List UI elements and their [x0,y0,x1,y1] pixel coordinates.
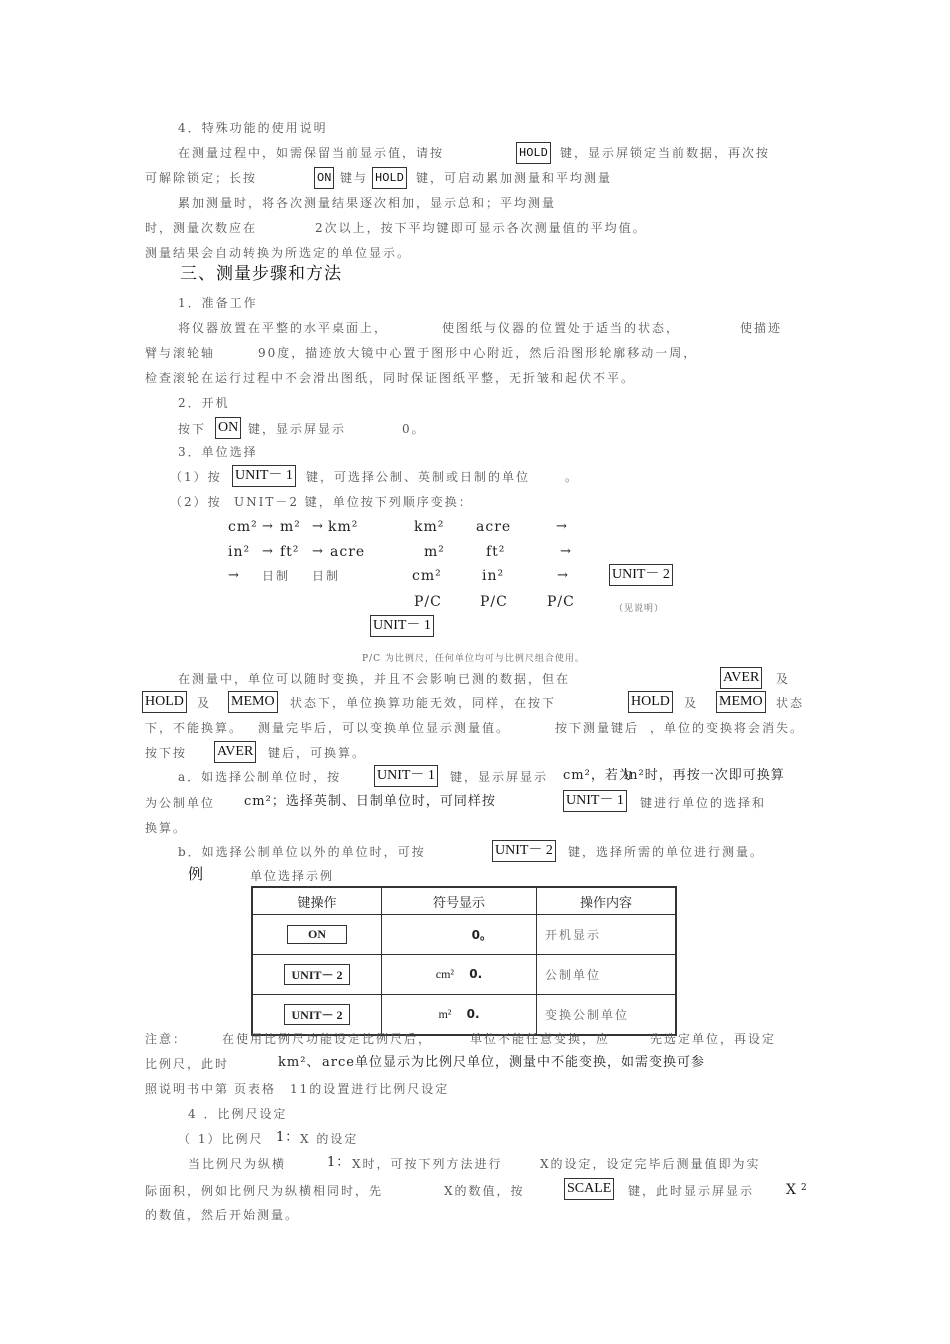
hold-key: HOLD [372,167,407,189]
text-line: 及 [776,672,791,686]
unit-label: acre [476,519,512,535]
unit2-key: UNIT－ 2 [492,840,556,862]
text-line: 比例尺，此时 [145,1057,230,1071]
text-line: 在使用比例尺功能设定比例尺后， [222,1032,433,1046]
arrow-icon: → [228,568,240,583]
text-line: 按下按 [145,746,188,760]
text-line: 键，显示屏显示 [248,422,347,436]
step-1-title: 1．准备工作 [178,296,258,310]
key-cell [252,955,382,995]
text-line: 检查滚轮在运行过程中不会滑出图纸，同时保证图纸平整，无折皱和起伏不平。 [145,371,636,385]
key-cell [252,995,382,1036]
hold-key: HOLD [516,142,551,164]
unit2-key: UNIT－ 2 [609,564,673,586]
text-line: 下，不能换算。 [145,721,244,735]
column-header: 符号显示 [382,887,537,915]
unit1-key: UNIT－ 1 [232,465,296,487]
memo-key: MEMO [716,691,766,713]
unit-label: cm² [228,519,258,535]
text-line: 时，测量次数应在 [145,221,258,235]
text-line: 键，可启动累加测量和平均测量 [416,171,613,185]
unit1-key: UNIT－ 1 [374,765,438,787]
text-line: 1： [276,1130,300,1145]
column-header: 键操作 [252,887,382,915]
text-line: 键，可选择公制、英制或日制的单位 [306,470,531,484]
text-line: X时，可按下列方法进行 [352,1157,503,1171]
arrow-icon: → [262,544,274,559]
text-line: 单位不能任意变换，应 [470,1032,611,1046]
display-cell [382,915,537,955]
unit-label: m² [424,544,445,560]
text-line: 按下 [178,422,207,436]
on-key: ON [215,417,241,439]
unit-label: in² [228,544,251,560]
unit2-key: UNIT－ 2 [284,964,349,985]
text-line: b．如选择公制单位以外的单位时，可按 [178,845,426,859]
memo-key: MEMO [228,691,278,713]
text-line: 状态下，单位换算功能无效，同样，在按下 [290,696,557,710]
table-header-row [252,887,676,915]
text-line: 0。 [402,422,426,436]
text-line: （2）按 [170,495,222,509]
display-cell [382,955,537,995]
desc-cell: 开机显示 [537,915,677,955]
text-line: 使图纸与仪器的位置处于适当的状态， [442,321,681,335]
pc-note: P/C 为比例尺，任何单位均可与比例尺组合使用。 [362,654,585,664]
text-line: X [786,1182,797,1198]
superscript: 2 [801,1183,808,1193]
unit-label: ft² [280,544,300,560]
text-line: 的数值，然后开始测量。 [145,1208,300,1222]
unit-label: acre [330,544,366,560]
text-line: 使描迹 [740,321,783,335]
text-line: 及 [684,696,699,710]
arrow-icon: → [262,519,274,534]
text-line: cm²；选择英制、日制单位时，可同样按 [244,794,496,809]
text-line: 页表格 [234,1082,277,1096]
table-row [252,995,676,1036]
text-line: 可解除锁定；长按 [145,171,258,185]
text-line: arce单位显示为比例尺单位，测量中不能变换，如需变换可参 [322,1055,705,1070]
example-title: 单位选择示例 [250,869,335,883]
text-line: 1： [327,1155,351,1170]
text-line: 90度，描迹放大镜中心置于图形中心附近，然后沿图形轮廓移动一周， [258,346,698,360]
display-unit: m² [438,1007,452,1021]
arrow-icon: → [556,519,568,534]
arrow-icon: → [312,544,324,559]
example-label: 例 [188,865,205,883]
arrow-icon: → [560,544,572,559]
column-header: 操作内容 [537,887,677,915]
text-line: 测量结果会自动转换为所选定的单位显示。 [145,246,412,260]
on-key: ON [314,167,334,189]
text-line: （ 1）比例尺 [178,1132,264,1146]
text-line: ，单位的变换将会消失。 [650,721,805,735]
text-line: 先选定单位，再设定 [650,1032,777,1046]
aver-key: AVER [720,667,762,689]
pc-label: P/C [480,594,508,610]
text-line: （1）按 [170,470,222,484]
unit1-key: UNIT－ 1 [370,615,434,637]
text-line: 当比例尺为纵横 [188,1157,287,1171]
scale-key: SCALE [564,1178,614,1200]
text-line: 键，选择所需的单位进行测量。 [568,845,765,859]
text-line: 键，显示屏锁定当前数据，再次按 [560,146,771,160]
text-line: 键进行单位的选择和 [640,796,767,810]
text-line: 换算。 [145,821,188,835]
text-line: 按下测量键后 [555,721,640,735]
display-value: 0. [466,1007,480,1021]
unit2-key: UNIT－ 2 [284,1004,349,1025]
text-line: 键与 [340,171,369,185]
pc-label: P/C [547,594,575,610]
text-line: 键，此时显示屏显示 [628,1184,755,1198]
unit-label: 日制 [312,569,341,583]
text-line: 。 [565,470,580,484]
text-line: 及 [197,696,212,710]
section-3-heading: 三、测量步骤和方法 [180,264,342,284]
desc-cell: 变换公制单位 [537,995,677,1036]
display-value: 0。 [471,928,492,942]
text-line: 测量完毕后，可以变换单位显示测量值。 [258,721,511,735]
unit-label: m² [280,519,301,535]
text-line: 为公制单位 [145,796,216,810]
hold-key: HOLD [142,691,187,713]
text-line: 际面积，例如比例尺为纵横相同时，先 [145,1184,384,1198]
text-line: 11的设置进行比例尺设定 [290,1082,450,1096]
desc-cell: 公制单位 [537,955,677,995]
unit1-key: UNIT－ 1 [563,790,627,812]
display-unit: cm² [435,967,455,981]
text-line: 键，显示屏显示 [450,770,549,784]
text-line: 2次以上，按下平均键即可显示各次测量值的平均值。 [315,221,647,235]
display-value: 0. [469,967,483,981]
text-line: 在测量过程中，如需保留当前显示值，请按 [178,146,445,160]
text-line: X 的设定 [300,1132,359,1146]
text-line: 累加测量时，将各次测量结果逐次相加，显示总和；平均测量 [178,196,557,210]
text-line: X的设定，设定完毕后测量值即为实 [540,1157,761,1171]
text-line: 在测量中，单位可以随时变换，并且不会影响已测的数据，但在 [178,672,571,686]
text-line: in²时，再按一次即可换算 [624,768,785,783]
text-line: X的数值，按 [444,1184,525,1198]
table-row [252,955,676,995]
text-line: 键后，可换算。 [268,746,367,760]
text-line: 将仪器放置在平整的水平桌面上， [178,321,389,335]
arrow-icon: → [557,568,569,583]
table-row [252,915,676,955]
text-line: 状态 [776,696,805,710]
unit-label: km² [414,519,445,535]
example-table [251,886,677,1036]
text-line: 注意： [145,1032,188,1046]
aver-key: AVER [214,741,256,763]
key-cell [252,915,382,955]
on-key: ON [287,925,347,944]
unit-label: 日制 [262,569,291,583]
text-line: a．如选择公制单位时，按 [178,770,342,784]
side-note: （见说明） [614,604,665,614]
step-2-title: 2．开机 [178,396,230,410]
unit-label: cm² [412,568,442,584]
text-line: 照说明书中第 [145,1082,230,1096]
text-line: cm²，若为 [563,768,633,783]
arrow-icon: → [312,519,324,534]
text-line: UNIT－2 键，单位按下列顺序变换： [234,495,473,509]
display-cell [382,995,537,1036]
text-line: km²、 [278,1055,321,1070]
unit-label: ft² [486,544,506,560]
section-4-title: 4．特殊功能的使用说明 [178,121,328,135]
text-line: 臂与滚轮轴 [145,346,216,360]
step-3-title: 3．单位选择 [178,445,258,459]
unit-label: in² [482,568,505,584]
hold-key: HOLD [628,691,673,713]
pc-label: P/C [414,594,442,610]
unit-label: km² [328,519,359,535]
section-4-heading: 4 ．比例尺设定 [188,1107,288,1121]
